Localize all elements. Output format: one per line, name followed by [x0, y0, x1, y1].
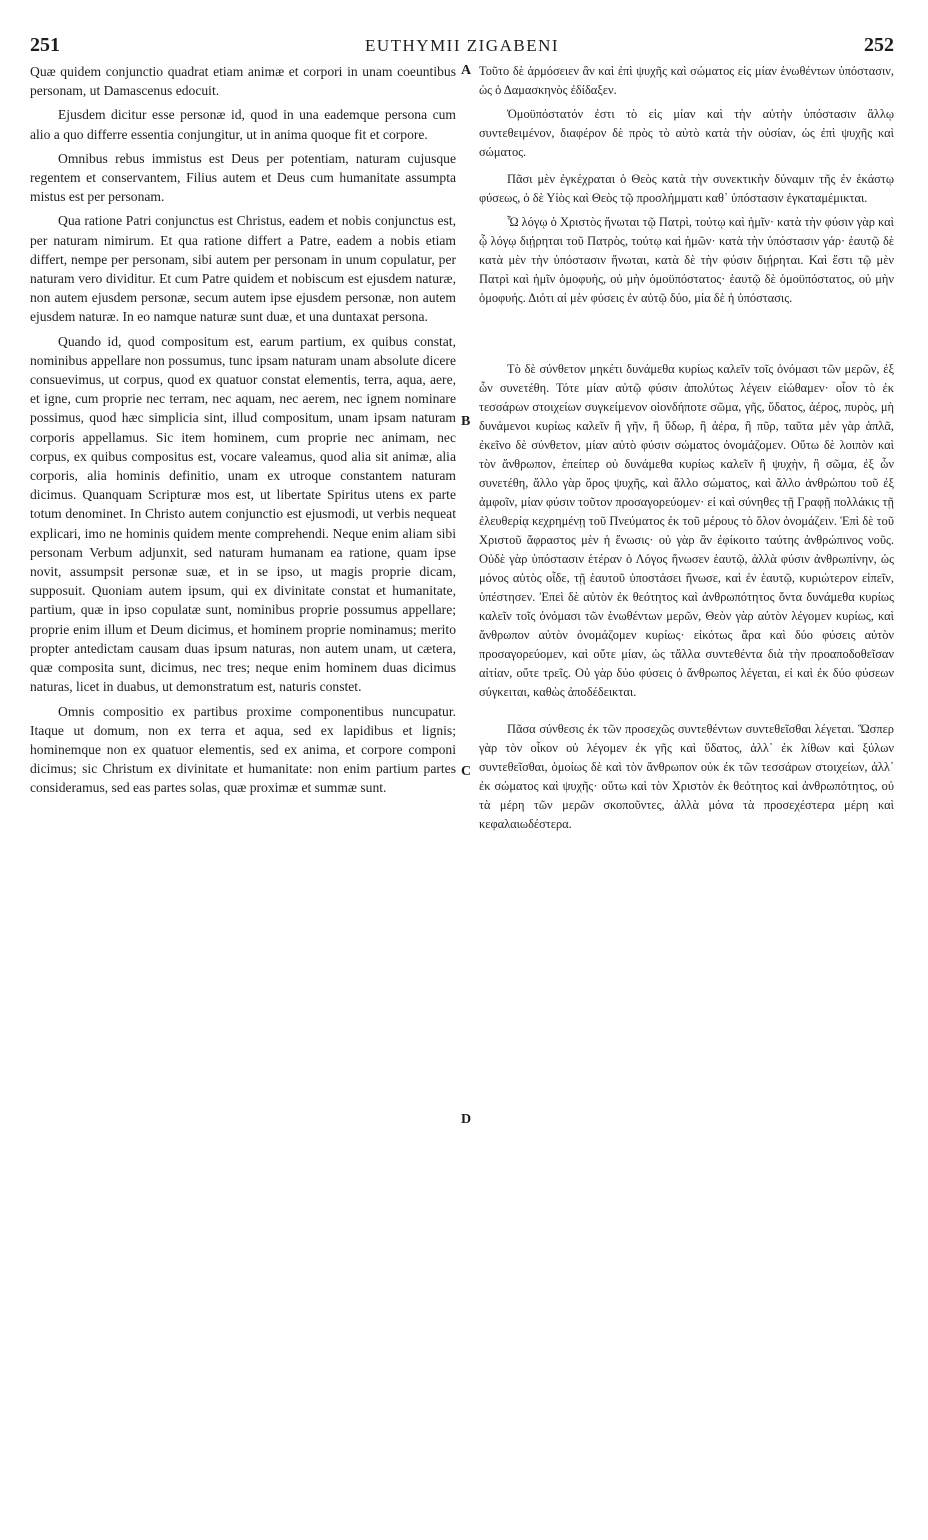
running-title: EUTHYMII ZIGABENI — [364, 36, 560, 55]
greek-paragraph: Πᾶσι μὲν ἐγκέχραται ὁ Θεὸς κατὰ τὴν συνεκτικὴν δύναμιν τῆς ἐν ἑκάστῳ φύσεως, ὁ δὲ Υἱὸς καὶ Θεὸς τῷ προσλήμματι καθ᾽ ὑπόστασιν ἐγκαταμέμικται. — [479, 172, 894, 205]
greek-column — [479, 62, 894, 839]
greek-paragraph: Τοῦτο δὲ ἁρμόσειεν ἂν καὶ ἐπὶ ψυχῆς καὶ σώματος εἰς μίαν ἑνωθέντων ὑπόστασιν, ὡς ὁ Δαμασκηνὸς ἐδίδαξεν. — [479, 64, 894, 97]
latin-paragraph: Quando id, quod compositum est, earum partium, ex quibus constat, nominibus appellare non possumus, tunc ipsam naturam unam absolute dicere consuevimus, ut corpus, quod ex quatuor constat elementis, terra, aqua, aere, et igne, cum proprie nec terram, nec aquam, nec aerem, nec ignem nominare possimus, quod hæc simplicia sint, illud compositum, unam ipsam naturam corporis appellamus. Sic item hominem, cum proprie nec animam, nec corpus, ex quibus compositus est, vocare valeamus, quod alia sit animæ, alia corporis, alia hominis definitio, unam ex utroque constantem naturam dicimus. Quanquam Scripturæ mos est, ut libertate Spiritus utens ex parte totum denominet. In Christo autem conjunctio est ejusmodi, ut verbis nequeat explicari, imo ne hominis quidem mente comprehendi. Neque enim aliam sibi personam Verbum adjunxit, sed naturam humanam ea ratione, quam ipse novit, assumpsit personæ suæ, et in se ipso, ut magis proprie dicam, supposuit. Quoniam autem ipsum, qui ex divinitate constat et humanitate, partium, quæ in ipso copulatæ sunt, nominibus proprie possumus appellare; proprie enim illum et Deum dicimus, et hominem proprie nominamus; merito propter antedictam causam duas ipsum naturas, non autem unam, ut cætera, quæ composita sunt, dicimus, nec tres; neque enim hominem duas dicimus naturas, licet in duabus, ut demonstratum est, naturis constet. — [30, 333, 456, 695]
margin-letter-d: D — [461, 1112, 472, 1127]
latin-paragraph: Omnis compositio ex partibus proxime componentibus nuncupatur. Itaque ut domum, non ex terra et aqua, sed ex lapidibus et lignis; hominemque non ex quatuor elementis, sed ex anima, et corpore componi dicimus; sic Christum ex divinitate et humanitate: non enim partium partes consideramus, sed eas partes solas, quæ proximæ et summæ sunt. — [30, 703, 456, 796]
latin-paragraph: Quæ quidem conjunctio quadrat etiam animæ et corpori in unam coeuntibus personam, ut Damascenus edocuit. — [30, 64, 456, 99]
running-header — [30, 34, 894, 60]
greek-paragraph: Ὁμοϋπόστατόν ἐστι τὸ εἰς μίαν καὶ τὴν αὐτὴν ὑπόστασιν ἄλλῳ συντεθειμένον, διαφέρον δὲ πρὸς τὸ αὐτὸ κατὰ τὴν οὐσίαν, ὡς ἐπὶ ψυχῆς καὶ σώματος. — [479, 107, 894, 159]
margin-letter-c: C — [461, 764, 472, 779]
latin-paragraph: Omnibus rebus immistus est Deus per potentiam, naturam cujusque regentem et conservantem, Filius autem et Deus cum humanitate assumpta mistus est per personam. — [30, 150, 456, 205]
margin-letter-b: B — [461, 414, 471, 429]
greek-paragraph: Πᾶσα σύνθεσις ἐκ τῶν προσεχῶς συντεθέντων συντεθεῖσθαι λέγεται. Ὥσπερ γὰρ τὸν οἶκον οὐ λέγομεν ἐκ γῆς καὶ ὕδατος, ἀλλ᾽ ἐκ λίθων καὶ ξύλων συντεθεῖσθαι, ὁμοίως δὲ καὶ τὸν ἄνθρωπον οὐκ ἐκ τῶν τεσσάρων στοιχείων, ἀλλ᾽ ἐκ σώματος καὶ ψυχῆς· οὕτω καὶ τὸν Χριστὸν ἐκ θεότητος καὶ ἀνθρωπότητος, οὐ τὰ μέρη τῶν μερῶν σκοποῦντες, ἀλλὰ μόνα τὰ προσεχέστερα μέρη καὶ κεφαλαιωδέστερα. — [479, 722, 894, 831]
latin-column — [30, 62, 456, 803]
greek-paragraph: Ὧ λόγῳ ὁ Χριστὸς ἥνωται τῷ Πατρὶ, τούτῳ καὶ ἡμῖν· κατὰ τὴν φύσιν γὰρ καὶ ᾧ λόγῳ διῄρηται τοῦ Πατρὸς, τούτῳ καὶ ἡμῶν· κατὰ τὴν ὑπόστασιν γάρ· ἑαυτῷ δὲ κατὰ μὲν τὴν ὑπόστασιν ἥνωται, κατὰ δὲ τὴν φύσιν διῄρηται. Καὶ ἔστι τῷ μὲν Πατρὶ καὶ ἡμῖν ὁμοφυὴς, οὐ μὴν ὁμοϋπόστατος· ἑαυτῷ δὲ ὁμοϋπόστατος, οὐ μὴν ὁμοφυής. Διότι αἱ μὲν φύσεις ἐν αὐτῷ δύο, μία δὲ ἡ ὑπόστασις. — [479, 215, 894, 305]
latin-paragraph: Ejusdem dicitur esse personæ id, quod in una eademque persona cum alio a quo differre essentia conjungitur, ut in anima quoque fit et corpore. — [30, 107, 456, 142]
page-number-right: 252 — [864, 34, 894, 56]
margin-letter-a: A — [461, 63, 472, 78]
latin-paragraph: Qua ratione Patri conjunctus est Christus, eadem et nobis conjunctus est, per naturam nimirum. Et qua ratione differt a Patre, eadem a nobis etiam differt, nempe per personam, sibi autem per personam in unum copulatur, per naturam vero dividitur. Et cum Patre quidem et nobiscum est ejusdem naturæ, non autem ejusdem personæ, secum autem ipse ejusdem personæ, non autem ejusdem naturæ. In eo namque naturæ sunt duæ, et una duntaxat persona. — [30, 213, 456, 325]
greek-paragraph: Τὸ δὲ σύνθετον μηκέτι δυνάμεθα κυρίως καλεῖν τοῖς ὀνόμασι τῶν μερῶν, ἐξ ὧν συνετέθη. Τότε μίαν αὐτῷ φύσιν ἀπολύτως λέγειν εἰώθαμεν· οἷον τὸ ἐκ τεσσάρων στοιχείων συγκείμενον οἱονδήποτε σῶμα, γῆς, ὕδατος, ἀέρος, πυρὸς, μὴ δυνάμενοι κυρίως καλεῖν ἢ γῆν, ἢ ὕδωρ, ἢ ἀέρα, ἢ πῦρ, ταῦτα μὲν γὰρ ἁπλᾶ, ἐκεῖνο δὲ σύνθετον, μίαν αὐτὸ φύσιν σώματος ὀνομάζομεν. Οὕτω δὲ λοιπὸν καὶ τὸν ἄνθρωπον, ἐπείπερ οὐ δυνάμεθα κυρίως καλεῖν ἢ ψυχὴν, ἢ σῶμα, ἐξ ὧν συνετέθη, ἄλλο γὰρ ὅρος ψυχῆς, καὶ ἄλλο σώματος, καὶ ἄλλο ἀνθρώπου τοῦ ἐξ ἀμφοῖν, μίαν φύσιν τοῦτον προσαγορεύομεν· εἰ καὶ σύνηθες τῇ Γραφῇ πολλάκις τῇ ἐλευθερίᾳ κεχρημένῃ τοῦ Πνεύματος ἐκ τοῦ μέρους τὸ ὅλον ὀνομάζειν. Ἐπὶ δὲ τοῦ Χριστοῦ ἄφραστος μὲν ἡ ἕνωσις· οὐ γὰρ ἂν ἐφίκοιτο ταύτης ἀνθρώπινος νοῦς. Οὐδὲ γὰρ ὑπόστασιν ἑτέραν ὁ Λόγος ἥνωσεν ἑαυτῷ, ἀλλὰ φύσιν ἀνθρωπίνην, ὡς μόνος αὐτὸς οἶδε, τῇ ἑαυτοῦ ὑποστάσει ἥνωσε, καὶ ἐν ἑαυτῷ, κυριώτερον εἰπεῖν, ὑπέστησεν. Ἐπεὶ δὲ αὐτὸν ἐκ θεότητος καὶ ἀνθρωπότητος ὄντα δυνάμεθα κυρίως καλεῖν τοῖς ὀνόμασι τῶν ἑνωθέντων μερῶν, Θεὸν γὰρ αὐτὸν λέγομεν κυρίως, καὶ ἄνθρωπον αὐτὸν ὀνομάζομεν κυρίως· εἰκότως ἄρα καὶ δύο φύσεις αὐτὸν προσαγορεύομεν, καὶ οὔτε μίαν, ὡς τἄλλα συντεθέντα διὰ τὴν προαποδοθεῖσαν αἰτίαν, οὔτε τρεῖς. Οὐ γὰρ δύο φύσεις ὁ ἄνθρωπος λέγεται, εἰ καὶ ἐκ δύο φύσεων σύγκειται, καθὼς ἀποδέδεικται. — [479, 362, 894, 699]
page-number-left: 251 — [30, 34, 60, 56]
